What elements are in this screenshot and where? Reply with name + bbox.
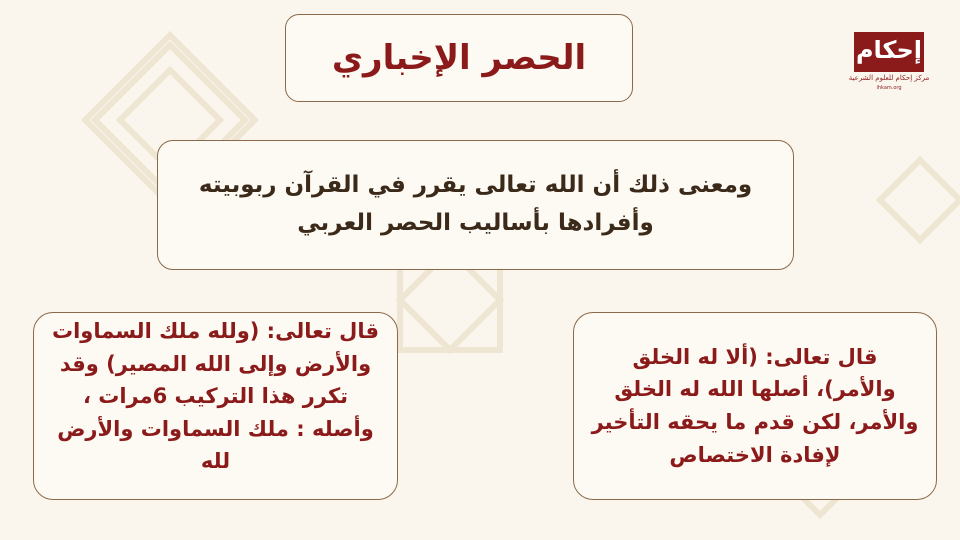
left-verse-box bbox=[33, 312, 398, 500]
intro-box bbox=[157, 140, 794, 270]
intro-text: ومعنى ذلك أن الله تعالى يقرر في القرآن ربوبيته وأفرادها بأساليب الحصر العربي bbox=[198, 172, 753, 236]
slide-title: الحصر الإخباري bbox=[331, 38, 587, 78]
right-verse-box bbox=[573, 312, 937, 500]
right-verse-text: قال تعالى: (ألا له الخلق والأمر)، أصلها الله له الخلق والأمر، لكن قدم ما يحقه التأخير لإفادة الاختصاص bbox=[591, 344, 919, 467]
logo-tagline: ihkam.org bbox=[876, 85, 902, 91]
logo bbox=[848, 22, 930, 94]
logo-title: إحكام bbox=[855, 36, 923, 64]
title-box bbox=[285, 14, 633, 102]
logo-subtitle: مركز إحكام للعلوم الشرعية bbox=[848, 74, 930, 82]
left-verse-text: قال تعالى: (ولله ملك السماوات والأرض وإلى الله المصير) وقد تكرر هذا التركيب 6مرات ، وأصله : ملك السماوات والأرض لله bbox=[52, 319, 379, 474]
